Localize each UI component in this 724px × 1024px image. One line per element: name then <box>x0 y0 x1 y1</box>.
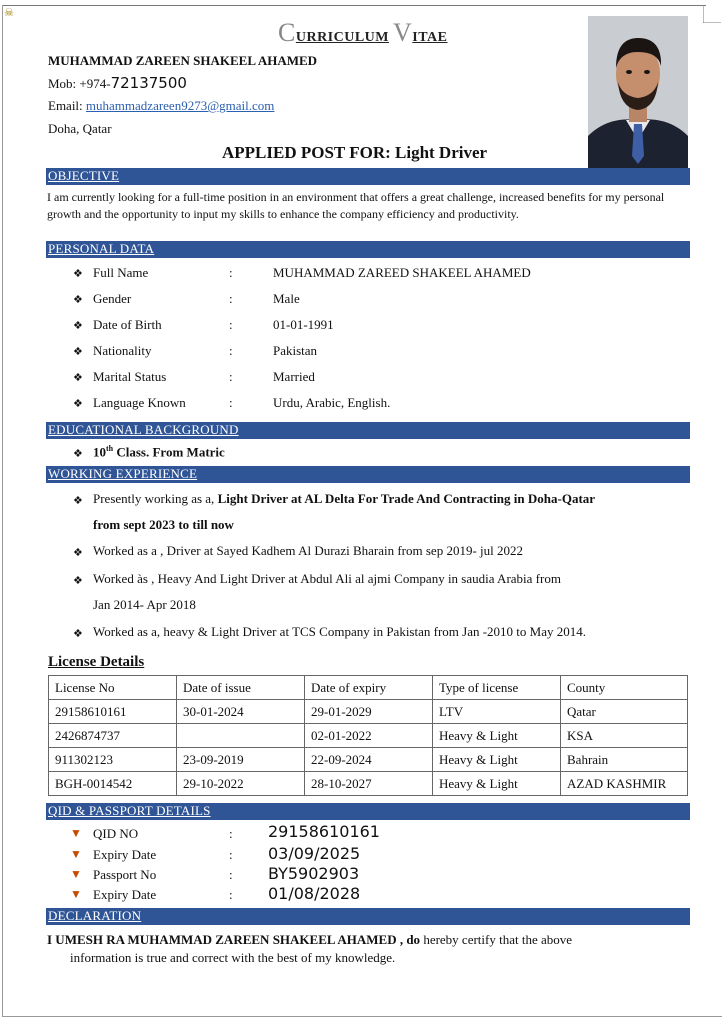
table-cell: Bahrain <box>561 748 688 772</box>
education-description: Class. From Matric <box>113 444 225 460</box>
work-item: Worked as a, heavy & Light Driver at TCS Company in Pakistan from Jan -2010 to May 2014. <box>93 624 586 639</box>
personal-value: 01-01-1991 <box>273 317 334 332</box>
table-row <box>49 700 688 724</box>
table-cell: 29-01-2029 <box>305 700 433 724</box>
table-cell: 02-01-2022 <box>305 724 433 748</box>
diamond-bullet-icon: ❖ <box>73 398 83 410</box>
personal-colon: : <box>229 317 233 332</box>
title-initial-c: C <box>278 18 296 47</box>
lightbulb-icon: ☠ <box>4 7 14 19</box>
person-portrait-icon <box>588 16 688 168</box>
page-fold-icon <box>703 5 721 23</box>
work-text: Presently working as a, <box>93 491 218 506</box>
personal-colon: : <box>229 265 233 280</box>
personal-label: Marital Status <box>93 369 167 384</box>
qid-value: 03/09/2025 <box>268 844 361 863</box>
personal-colon: : <box>229 369 233 384</box>
table-row <box>49 724 688 748</box>
education-item <box>93 444 693 460</box>
license-title: License Details <box>48 654 145 670</box>
diamond-bullet-icon: ❖ <box>73 268 83 280</box>
title-word-1: URRICULUM <box>295 30 390 45</box>
email-line <box>48 98 274 114</box>
table-header-row <box>49 676 688 700</box>
table-header: Date of issue <box>177 676 305 700</box>
section-bar-declaration <box>46 908 690 925</box>
title-initial-v: V <box>393 18 413 47</box>
personal-value: Urdu, Arabic, English. <box>273 395 391 410</box>
license-table <box>48 675 688 796</box>
section-bar-education <box>46 422 690 439</box>
table-header: County <box>561 676 688 700</box>
diamond-bullet-icon: ❖ <box>73 448 83 460</box>
page-border-top <box>2 5 706 6</box>
section-title-education: EDUCATIONAL BACKGROUND <box>48 422 239 437</box>
diamond-bullet-icon: ❖ <box>73 628 83 640</box>
section-title-objective: OBJECTIVE <box>48 168 120 183</box>
table-cell: KSA <box>561 724 688 748</box>
email-link[interactable]: muhammadzareen9273@gmail.com <box>85 98 275 113</box>
table-cell: 911302123 <box>49 748 177 772</box>
table-cell: BGH-0014542 <box>49 772 177 796</box>
section-bar-personal <box>46 241 690 258</box>
table-cell: 22-09-2024 <box>305 748 433 772</box>
personal-colon: : <box>229 291 233 306</box>
qid-colon: : <box>229 887 233 902</box>
mobile-line <box>48 74 187 92</box>
arrow-bullet-icon: ▼ <box>70 826 82 840</box>
cv-title <box>278 18 448 48</box>
personal-label: Gender <box>93 291 132 306</box>
section-title-declaration: DECLARATION <box>48 908 142 923</box>
qid-value: 29158610161 <box>268 822 380 841</box>
table-cell: 29-10-2022 <box>177 772 305 796</box>
applied-post: APPLIED POST FOR: Light Driver <box>222 143 488 162</box>
section-bar-work <box>46 466 690 483</box>
personal-label: Date of Birth <box>93 317 162 332</box>
section-title-work: WORKING EXPERIENCE <box>48 466 198 481</box>
mobile-label: Mob: +974- <box>48 76 111 91</box>
location: Doha, Qatar <box>48 121 112 136</box>
work-item <box>93 491 693 507</box>
work-highlight: Light Driver at AL Delta For Trade And Contracting in Doha-Qatar <box>217 491 596 506</box>
qid-colon: : <box>229 826 233 841</box>
personal-value: MUHAMMAD ZAREED SHAKEEL AHAMED <box>273 265 531 280</box>
qid-value: 01/08/2028 <box>268 884 361 903</box>
personal-value: Male <box>273 291 300 306</box>
diamond-bullet-icon: ❖ <box>73 320 83 332</box>
qid-value: BY5902903 <box>268 864 360 883</box>
page-border-bottom <box>2 1016 722 1017</box>
work-item: Worked as a , Driver at Sayed Kadhem Al Durazi Bharain from sep 2019- jul 2022 <box>93 543 524 558</box>
table-row <box>49 748 688 772</box>
section-title-qid: QID & PASSPORT DETAILS <box>48 803 211 818</box>
table-header: Date of expiry <box>305 676 433 700</box>
personal-value: Married <box>273 369 315 384</box>
objective-text: I am currently looking for a full-time position in an environment that offers a great challenge, increased benefits for my personal growth and the opportunity to input my skills to enhance the company efficiency and productivity. <box>47 190 665 221</box>
profile-photo <box>588 16 688 168</box>
table-cell: Heavy & Light <box>433 772 561 796</box>
table-cell <box>177 724 305 748</box>
section-bar-qid <box>46 803 690 820</box>
qid-colon: : <box>229 867 233 882</box>
work-item: Worked às , Heavy And Light Driver at Abdul Ali al ajmi Company in saudia Arabia from <box>93 571 561 586</box>
arrow-bullet-icon: ▼ <box>70 867 82 881</box>
table-cell: 28-10-2027 <box>305 772 433 796</box>
section-bar-objective <box>46 168 690 185</box>
qid-label: QID NO <box>93 826 139 841</box>
table-row <box>49 772 688 796</box>
personal-label: Nationality <box>93 343 152 358</box>
section-title-personal: PERSONAL DATA <box>48 241 155 256</box>
qid-label: Expiry Date <box>93 887 157 902</box>
title-word-2: ITAE <box>412 30 448 45</box>
table-cell: AZAD KASHMIR <box>561 772 688 796</box>
table-cell: 30-01-2024 <box>177 700 305 724</box>
personal-value: Pakistan <box>273 343 318 358</box>
education-grade: 10 <box>93 444 106 460</box>
table-cell: LTV <box>433 700 561 724</box>
diamond-bullet-icon: ❖ <box>73 575 83 587</box>
education-grade-suffix: th <box>106 444 114 453</box>
table-cell: Heavy & Light <box>433 724 561 748</box>
declaration-rest: hereby certify that the above <box>420 932 573 947</box>
qid-colon: : <box>229 847 233 862</box>
table-cell: 23-09-2019 <box>177 748 305 772</box>
work-item-continued: Jan 2014- Apr 2018 <box>93 597 196 612</box>
arrow-bullet-icon: ▼ <box>70 887 82 901</box>
personal-label: Language Known <box>93 395 186 410</box>
declaration-text <box>47 931 697 967</box>
table-cell: 2426874737 <box>49 724 177 748</box>
arrow-bullet-icon: ▼ <box>70 847 82 861</box>
table-cell: Qatar <box>561 700 688 724</box>
candidate-name: MUHAMMAD ZAREEN SHAKEEL AHAMED <box>48 53 318 68</box>
table-header: License No <box>49 676 177 700</box>
table-header: Type of license <box>433 676 561 700</box>
diamond-bullet-icon: ❖ <box>73 294 83 306</box>
diamond-bullet-icon: ❖ <box>73 547 83 559</box>
email-label: Email: <box>48 98 86 113</box>
qid-label: Expiry Date <box>93 847 157 862</box>
personal-colon: : <box>229 395 233 410</box>
personal-label: Full Name <box>93 265 149 280</box>
qid-label: Passport No <box>93 867 157 882</box>
diamond-bullet-icon: ❖ <box>73 372 83 384</box>
diamond-bullet-icon: ❖ <box>73 346 83 358</box>
personal-colon: : <box>229 343 233 358</box>
work-item-continued: from sept 2023 to till now <box>93 517 234 532</box>
declaration-line-2: information is true and correct with the best of my knowledge. <box>70 950 396 965</box>
table-cell: 29158610161 <box>49 700 177 724</box>
declaration-bold: I UMESH RA MUHAMMAD ZAREEN SHAKEEL AHAMED , do <box>47 932 421 947</box>
mobile-number: 72137500 <box>110 74 187 92</box>
table-cell: Heavy & Light <box>433 748 561 772</box>
diamond-bullet-icon: ❖ <box>73 495 83 507</box>
page-border-left <box>2 5 3 1017</box>
